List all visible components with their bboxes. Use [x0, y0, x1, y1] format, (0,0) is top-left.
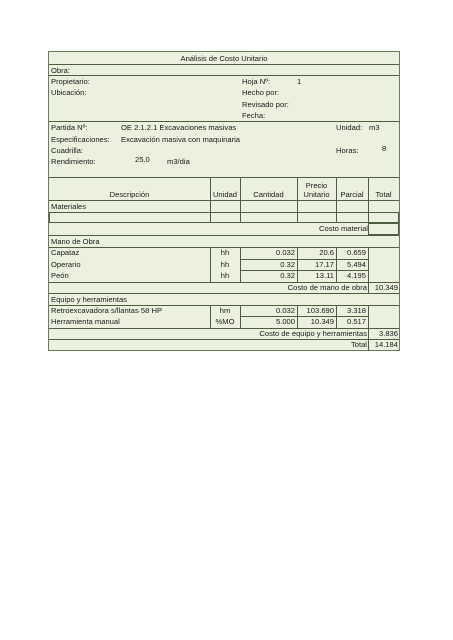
col-header-precio-line1: Precio: [305, 181, 328, 190]
obra-label: Obra:: [51, 66, 70, 75]
hoja-value: 1: [297, 77, 302, 86]
hoja-label: Hoja Nº:: [242, 77, 271, 86]
row-cantidad: 0.032: [275, 248, 295, 257]
row-descripcion: Capataz: [51, 248, 80, 257]
empty-cell: [240, 212, 298, 223]
section-materiales: Materiales: [51, 202, 87, 211]
unidad-value: m3: [369, 123, 380, 132]
total-value: 14.184: [374, 340, 398, 349]
rendimiento-label: Rendimiento:: [51, 157, 96, 166]
total-label: Total: [350, 340, 367, 349]
costo-material-value-cell: [368, 223, 399, 235]
row-descripcion: Retroexcavadora s/llantas 58 HP: [51, 306, 163, 315]
costo-mano-de-obra-label: Costo de mano de obra: [287, 283, 367, 292]
hecho-por-label: Hecho por:: [242, 88, 280, 97]
divider: [49, 75, 399, 76]
empty-cell: [368, 212, 399, 223]
costo-mano-de-obra-value: 10.349: [374, 283, 398, 292]
row-precio: 103.690: [306, 306, 334, 315]
col-header-unidad: Unidad: [212, 190, 238, 199]
row-cantidad: 0.32: [280, 271, 295, 280]
section-mano-de-obra: Mano de Obra: [51, 237, 100, 246]
empty-cell: [336, 212, 369, 223]
fecha-label: Fecha:: [242, 111, 266, 120]
row-parcial: 3.318: [346, 306, 366, 315]
empty-cell: [297, 212, 337, 223]
divider: [49, 293, 399, 294]
cost-analysis-sheet: [48, 51, 400, 351]
row-cantidad: 5.000: [275, 317, 295, 326]
row-unidad: hh: [220, 271, 230, 280]
row-descripcion: Operario: [51, 260, 81, 269]
empty-cell: [210, 212, 241, 223]
row-cantidad: 0.32: [280, 260, 295, 269]
row-unidad: hh: [220, 260, 230, 269]
row-descripcion: Peón: [51, 271, 69, 280]
divider: [49, 200, 399, 201]
col-header-precio-line2: Unitario: [303, 190, 330, 199]
row-precio: 13.11: [315, 271, 334, 280]
row-precio: 20.6: [319, 248, 334, 257]
partida-label: Partida Nº:: [51, 123, 88, 132]
col-divider: [368, 305, 369, 328]
sheet-title: Análisis de Costo Unitario: [180, 54, 268, 63]
col-header-cantidad: Cantidad: [253, 190, 284, 199]
col-header-parcial: Parcial: [340, 190, 364, 199]
divider: [49, 121, 399, 122]
revisado-por-label: Revisado por:: [242, 100, 289, 109]
divider: [49, 177, 399, 178]
especificaciones-value: Excavación masiva con maquinaria: [121, 135, 241, 144]
row-precio: 17.17: [314, 260, 334, 269]
costo-equipo-label: Costo de equipo y herramientas: [259, 329, 367, 338]
costo-equipo-value: 3.836: [378, 329, 398, 338]
cuadrilla-label: Cuadrilla:: [51, 146, 84, 155]
row-cantidad: 0.032: [275, 306, 295, 315]
costo-material-label: Costo material: [319, 224, 368, 233]
divider: [49, 235, 399, 236]
row-parcial: 0.659: [346, 248, 366, 257]
horas-label: Horas:: [336, 146, 359, 155]
propietario-label: Propietario:: [51, 77, 90, 86]
row-parcial: 4.195: [346, 271, 366, 280]
rendimiento-unit: m3/dia: [167, 157, 190, 166]
section-equipo: Equipo y herramientas: [51, 295, 127, 304]
col-divider: [368, 247, 369, 282]
col-header-descripcion: Descripción: [109, 190, 150, 199]
row-unidad: hh: [220, 248, 230, 257]
unidad-label: Unidad:: [336, 123, 363, 132]
divider: [49, 64, 399, 65]
horas-value: 8: [382, 144, 387, 153]
especificaciones-label: Especificaciones:: [51, 135, 110, 144]
row-unidad: %MO: [215, 317, 235, 326]
partida-value: OE 2.1.2.1 Excavaciones masivas: [121, 123, 237, 132]
row-parcial: 0.517: [346, 317, 366, 326]
row-parcial: 5.494: [346, 260, 366, 269]
row-unidad: hm: [219, 306, 231, 315]
row-descripcion: Herramienta manual: [51, 317, 120, 326]
rendimiento-value: 25.0: [135, 155, 150, 164]
ubicacion-label: Ubicación:: [51, 88, 87, 97]
col-header-total: Total: [375, 190, 392, 199]
row-precio: 10.349: [310, 317, 334, 326]
empty-cell: [49, 212, 211, 223]
